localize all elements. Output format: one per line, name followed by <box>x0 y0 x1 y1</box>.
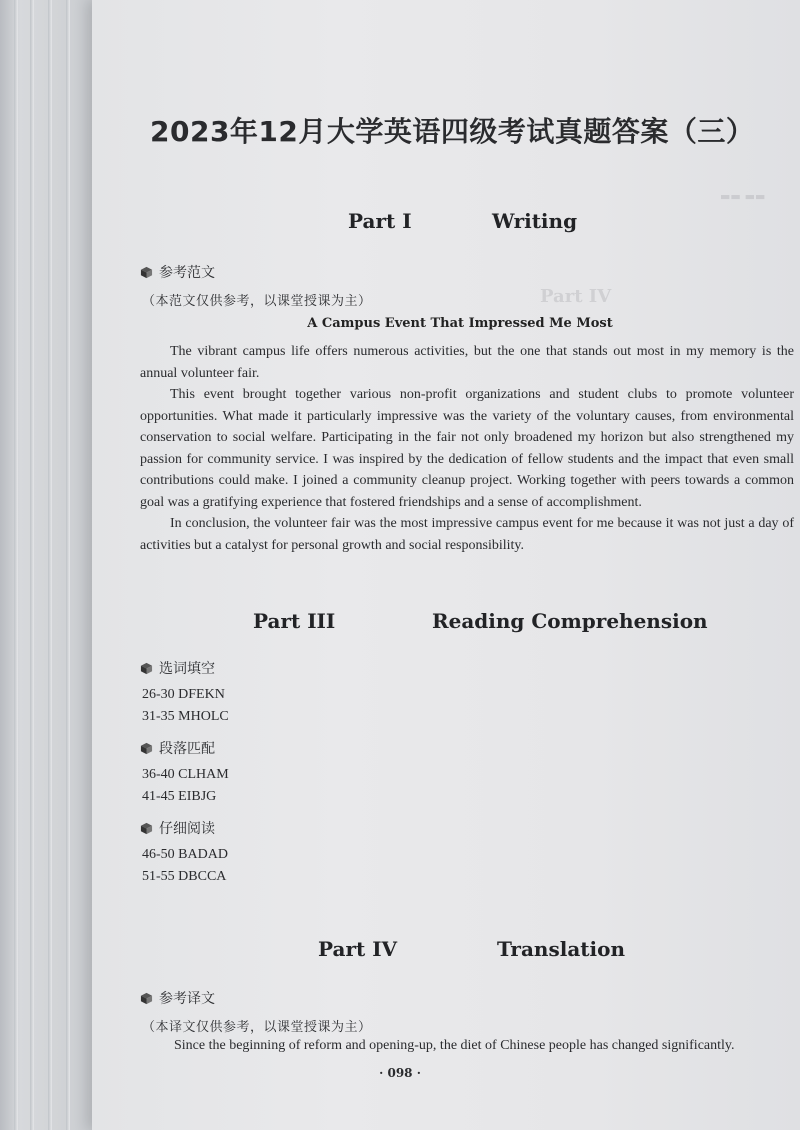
answer-line: 46-50 BADAD <box>142 847 228 862</box>
translation-body <box>140 1035 796 1056</box>
translation-heading-text: 参考译文 <box>159 991 215 1007</box>
page-edge <box>14 0 18 1130</box>
section-heading <box>140 738 215 758</box>
answer-block <box>142 844 228 888</box>
section-heading-text: 仔细阅读 <box>159 821 215 837</box>
bleed-through-text: ▬▬ ▬▬ <box>720 190 766 203</box>
part4-name: Translation <box>497 937 625 961</box>
part3-label: Part III <box>253 609 336 633</box>
answer-line: 51-55 DBCCA <box>142 869 227 884</box>
answer-block <box>142 764 229 808</box>
cube-icon <box>140 992 153 1005</box>
answer-block <box>142 684 229 728</box>
answer-line: 41-45 EIBJG <box>142 789 217 804</box>
bleed-through-text: Part IV <box>540 286 612 307</box>
translation-heading <box>140 988 215 1008</box>
sample-essay-note: （本范文仅供参考，以课堂授课为主） <box>142 294 372 309</box>
page-number: · 098 · <box>379 1066 421 1080</box>
section-heading <box>140 818 215 838</box>
part1-name: Writing <box>492 209 578 233</box>
answer-line: 31-35 MHOLC <box>142 709 229 724</box>
section-heading <box>140 658 215 678</box>
translation-line: Since the beginning of reform and opening-up, the diet of Chinese people has changed significantly. <box>174 1038 735 1053</box>
page-edge <box>48 0 52 1130</box>
answer-line: 26-30 DFEKN <box>142 687 225 702</box>
section-heading-text: 选词填空 <box>159 661 215 677</box>
essay-paragraph: The vibrant campus life offers numerous activities, but the one that stands out most in my memory is the annual volunteer fair. <box>140 344 794 381</box>
essay-paragraph: This event brought together various non-profit organizations and student clubs to promote volunteer opportunities. What made it particularly impressive was the variety of the voluntary causes, from environmental conservation to social welfare. Participating in the fair not only broadened my horizon but also strengthened my passion for community service. I was inspired by the dedication of fellow students and the impact that even small contributions could make. I joined a community cleanup project. Working together with peers towards a common goal was a gratifying experience that fostered friendships and a sense of accomplishment. <box>140 387 794 510</box>
translation-note: （本译文仅供参考，以课堂授课为主） <box>142 1020 372 1035</box>
essay-body <box>140 341 794 556</box>
sample-essay-heading-text: 参考范文 <box>159 265 215 281</box>
part3-name: Reading Comprehension <box>432 609 708 633</box>
cube-icon <box>140 822 153 835</box>
essay-paragraph: In conclusion, the volunteer fair was the most impressive campus event for me because it was not just a day of activities but a catalyst for personal growth and social responsibility. <box>140 516 794 553</box>
essay-title: A Campus Event That Impressed Me Most <box>307 316 613 331</box>
book-spine <box>0 0 92 1130</box>
page-edge <box>30 0 34 1130</box>
part4-label: Part IV <box>318 937 398 961</box>
sample-essay-heading <box>140 262 215 282</box>
part1-label: Part I <box>348 209 412 233</box>
answer-line: 36-40 CLHAM <box>142 767 229 782</box>
cube-icon <box>140 266 153 279</box>
cube-icon <box>140 662 153 675</box>
page-title: 2023年12月大学英语四级考试真题答案（三） <box>150 115 755 148</box>
section-heading-text: 段落匹配 <box>159 741 215 757</box>
page-edge <box>66 0 70 1130</box>
cube-icon <box>140 742 153 755</box>
book-page <box>92 0 800 1130</box>
